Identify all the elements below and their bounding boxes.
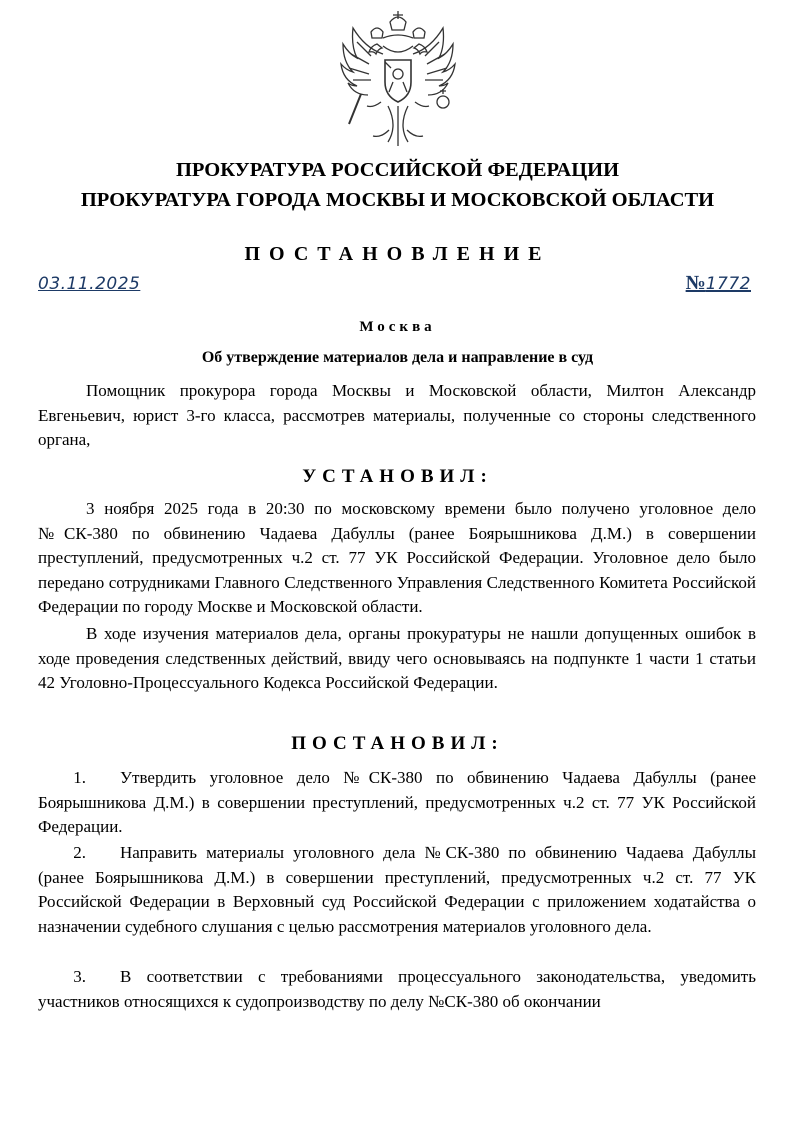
document-subject: Об утверждение материалов дела и направление в суд (201, 349, 594, 366)
resolution-item (38, 965, 756, 1014)
org-title-regional: ПРОКУРАТУРА ГОРОДА МОСКВЫ И МОСКОВСКОЙ ОБЛАСТИ (80, 189, 715, 211)
city-name: Москва (359, 319, 436, 335)
intro-paragraph: Помощник прокурора города Москвы и Московской области, Милтон Александр Евгеньевич, юрист 3-го класса, рассмотрев материалы, полученные со стороны следственного органа, (38, 381, 756, 449)
org-title-federal: ПРОКУРАТУРА РОССИЙСКОЙ ФЕДЕРАЦИИ (175, 159, 620, 181)
item-number: 1. (73, 768, 86, 787)
document-number (686, 272, 751, 295)
item-number: 3. (73, 967, 86, 986)
handwritten-date: 03.11.2025 (38, 274, 141, 294)
document-type-title: ПОСТАНОВЛЕНИЕ (244, 243, 551, 265)
established-paragraph: 3 ноября 2025 года в 20:30 по московскому времени было получено уголовное дело №СК-380 по обвинению Чадаева Дабуллы (ранее Боярышникова Д.М.) в совершении преступлений, предусмотренных ч.2 ст. 77 УК Российской Федерации. Уголовное дело было передано сотрудниками Главного Следственного Управления Следственного Комитета Российской Федерации по городу Москве и Московской области. (38, 499, 756, 616)
item-text: Направить материалы уголовного дела №СК-380 по обвинению Чадаева Дабуллы (ранее Боярышникова Д.М.) в совершении преступлений, предусмотренных ч.2 ст. 77 УК Российской Федерации в Верховный суд Российской Федерации с приложением ходатайства о назначении судебного слушания с целью рассмотрения материалов уголовного дела. (38, 843, 756, 936)
item-text: В соответствии с требованиями процессуального законодательства, уведомить участников относящихся к судопроизводству по делу №СК-380 об окончании (38, 967, 756, 1011)
number-sign: № (685, 272, 706, 294)
established-heading: УСТАНОВИЛ: (302, 466, 493, 487)
resolution-item (38, 766, 756, 840)
item-text: Утвердить уголовное дело №СК-380 по обвинению Чадаева Дабуллы (ранее Боярышникова Д.М.) в совершении преступлений, предусмотренных ч.2 ст. 77 УК Российской Федерации. (38, 768, 756, 836)
item-number: 2. (73, 843, 86, 862)
established-paragraph: В ходе изучения материалов дела, органы прокуратуры не нашли допущенных ошибок в ходе проведения следственных действий, ввиду чего основываясь на подпункте 1 части 1 статьи 42 Уголовно-Процессуального Кодекса Российской Федерации. (38, 624, 756, 692)
resolution-item (38, 841, 756, 939)
resolved-heading: ПОСТАНОВИЛ: (291, 733, 504, 754)
handwritten-number: 1772 (705, 274, 751, 294)
coat-of-arms-emblem (333, 10, 463, 150)
